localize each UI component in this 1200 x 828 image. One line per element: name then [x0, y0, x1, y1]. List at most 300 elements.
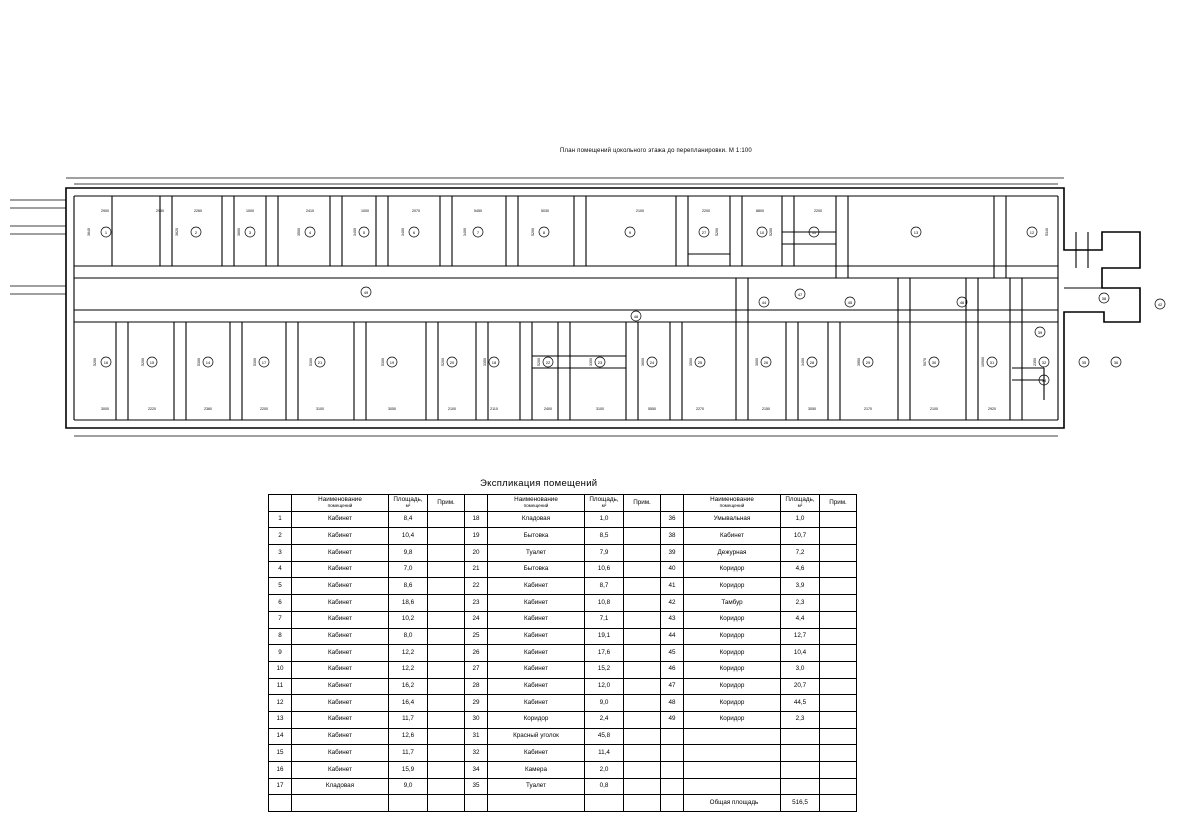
cell-area: 8,0 — [389, 628, 428, 645]
cell-name: Кабинет — [292, 611, 389, 628]
svg-text:5300: 5300 — [253, 358, 257, 366]
table-row — [269, 561, 857, 578]
cell-area: 11,7 — [389, 745, 428, 762]
svg-text:3400: 3400 — [353, 228, 357, 236]
svg-text:9: 9 — [628, 230, 632, 236]
svg-text:3600: 3600 — [237, 228, 241, 236]
cell-note — [820, 511, 857, 528]
svg-text:3500: 3500 — [689, 358, 693, 366]
cell-area: 12,7 — [781, 628, 820, 645]
svg-text:3000: 3000 — [101, 407, 109, 411]
svg-text:32: 32 — [1041, 360, 1047, 366]
svg-text:2100: 2100 — [448, 407, 456, 411]
cell-name: Коридор — [684, 695, 781, 712]
svg-text:22: 22 — [545, 360, 551, 366]
cell-area: 10,4 — [781, 645, 820, 662]
cell-name: Коридор — [684, 628, 781, 645]
cell-empty — [292, 795, 389, 812]
cell-num: 34 — [465, 762, 488, 779]
svg-text:26: 26 — [763, 360, 769, 366]
cell-name: Кабинет — [292, 745, 389, 762]
svg-text:8800: 8800 — [756, 209, 764, 213]
cell-note — [624, 545, 661, 562]
svg-text:2100: 2100 — [636, 209, 644, 213]
cell-name: Коридор — [488, 711, 585, 728]
svg-text:2: 2 — [194, 230, 198, 236]
svg-text:2900: 2900 — [101, 209, 109, 213]
cell-num: 29 — [465, 695, 488, 712]
svg-text:2220: 2220 — [148, 407, 156, 411]
cell-num: 2 — [269, 528, 292, 545]
cell-empty — [624, 795, 661, 812]
cell-name: Коридор — [684, 711, 781, 728]
cell-name: Кабинет — [292, 645, 389, 662]
table-total-row — [269, 795, 857, 812]
table-row — [269, 528, 857, 545]
cell-note — [820, 678, 857, 695]
svg-text:5200: 5200 — [715, 228, 719, 236]
table-row — [269, 762, 857, 779]
cell-note — [820, 778, 857, 795]
svg-text:34: 34 — [1041, 378, 1047, 384]
cell-num: 13 — [269, 711, 292, 728]
cell-num — [661, 795, 684, 812]
cell-num: 1 — [269, 511, 292, 528]
cell-name: Кабинет — [292, 728, 389, 745]
cell-note — [820, 762, 857, 779]
col-note-2: Прим. — [624, 495, 661, 512]
cell-area: 7,1 — [585, 611, 624, 628]
svg-text:2400: 2400 — [544, 407, 552, 411]
svg-text:15: 15 — [149, 360, 155, 366]
col-note-3: Прим. — [820, 495, 857, 512]
table-row — [269, 645, 857, 662]
cell-num: 6 — [269, 595, 292, 612]
cell-note — [624, 762, 661, 779]
cell-note — [624, 611, 661, 628]
col-name-2: Наименование помещений — [488, 495, 585, 512]
cell-note — [820, 745, 857, 762]
cell-name: Красный уголок — [488, 728, 585, 745]
cell-name — [684, 728, 781, 745]
col-num-2 — [465, 495, 488, 512]
cell-empty — [488, 795, 585, 812]
cell-num: 30 — [465, 711, 488, 728]
cell-note — [428, 595, 465, 612]
svg-text:3050: 3050 — [808, 407, 816, 411]
cell-area: 9,8 — [389, 545, 428, 562]
cell-empty — [269, 795, 292, 812]
cell-name: Кабинет — [292, 595, 389, 612]
svg-text:3400: 3400 — [801, 358, 805, 366]
cell-note — [428, 695, 465, 712]
cell-name: Тамбур — [684, 595, 781, 612]
col-num-3 — [661, 495, 684, 512]
cell-name: Коридор — [684, 678, 781, 695]
svg-text:2920: 2920 — [988, 407, 996, 411]
cell-note — [820, 645, 857, 662]
svg-text:11: 11 — [811, 230, 817, 236]
cell-area: 3,9 — [781, 578, 820, 595]
col-area-1: Площадь, м² — [389, 495, 428, 512]
cell-note — [428, 528, 465, 545]
svg-text:2350: 2350 — [1033, 358, 1037, 366]
cell-empty — [585, 795, 624, 812]
svg-text:25: 25 — [697, 360, 703, 366]
cell-num: 17 — [269, 778, 292, 795]
cell-num: 3 — [269, 545, 292, 562]
cell-area: 8,6 — [389, 578, 428, 595]
cell-note — [428, 711, 465, 728]
cell-area: 4,6 — [781, 561, 820, 578]
svg-text:19: 19 — [389, 360, 395, 366]
cell-note — [820, 728, 857, 745]
svg-text:3640: 3640 — [87, 228, 91, 236]
cell-note — [624, 711, 661, 728]
svg-text:2200: 2200 — [260, 407, 268, 411]
cell-name: Умывальная — [684, 511, 781, 528]
cell-note — [820, 595, 857, 612]
cell-name — [684, 778, 781, 795]
cell-num: 5 — [269, 578, 292, 595]
cell-name: Кабинет — [292, 661, 389, 678]
svg-text:1000: 1000 — [246, 209, 254, 213]
svg-text:3000: 3000 — [755, 358, 759, 366]
cell-num: 15 — [269, 745, 292, 762]
table-row — [269, 661, 857, 678]
svg-text:2950: 2950 — [156, 209, 164, 213]
svg-text:2360: 2360 — [204, 407, 212, 411]
svg-text:12: 12 — [1029, 230, 1035, 236]
svg-text:5340: 5340 — [1045, 228, 1049, 236]
cell-name — [684, 762, 781, 779]
cell-area: 16,2 — [389, 678, 428, 695]
cell-num: 12 — [269, 695, 292, 712]
cell-name: Кабинет — [488, 628, 585, 645]
cell-note — [624, 695, 661, 712]
cell-num: 14 — [269, 728, 292, 745]
svg-text:3950: 3950 — [857, 358, 861, 366]
cell-area: 10,6 — [585, 561, 624, 578]
cell-name: Бытовка — [488, 561, 585, 578]
svg-text:21: 21 — [317, 360, 323, 366]
svg-text:5200: 5200 — [93, 358, 97, 366]
cell-num: 47 — [661, 678, 684, 695]
col-area-3: Площадь, м² — [781, 495, 820, 512]
cell-area — [781, 745, 820, 762]
cell-note — [428, 545, 465, 562]
cell-area: 20,7 — [781, 678, 820, 695]
cell-area: 2,0 — [585, 762, 624, 779]
svg-text:3600: 3600 — [641, 358, 645, 366]
cell-area — [781, 728, 820, 745]
cell-num: 49 — [661, 711, 684, 728]
svg-text:44: 44 — [761, 300, 767, 306]
cell-note — [428, 645, 465, 662]
svg-text:47: 47 — [797, 292, 803, 298]
cell-note — [428, 661, 465, 678]
svg-text:49: 49 — [363, 290, 369, 296]
cell-note — [428, 728, 465, 745]
cell-area: 12,0 — [585, 678, 624, 695]
cell-num: 48 — [661, 695, 684, 712]
svg-text:6: 6 — [412, 230, 416, 236]
svg-text:2270: 2270 — [696, 407, 704, 411]
svg-text:31: 31 — [989, 360, 995, 366]
svg-text:39: 39 — [1037, 330, 1043, 336]
cell-area: 18,6 — [389, 595, 428, 612]
svg-text:29: 29 — [865, 360, 871, 366]
svg-text:3400: 3400 — [401, 228, 405, 236]
cell-empty — [389, 795, 428, 812]
cell-note — [820, 695, 857, 712]
cell-area: 10,2 — [389, 611, 428, 628]
table-row — [269, 628, 857, 645]
svg-text:3400: 3400 — [463, 228, 467, 236]
svg-text:17: 17 — [261, 360, 267, 366]
cell-note — [624, 678, 661, 695]
table-body — [269, 511, 857, 811]
table-row — [269, 728, 857, 745]
cell-num: 27 — [465, 661, 488, 678]
svg-text:30: 30 — [931, 360, 937, 366]
cell-note — [624, 778, 661, 795]
cell-num — [661, 778, 684, 795]
cell-note — [428, 778, 465, 795]
svg-text:18: 18 — [491, 360, 497, 366]
cell-num: 22 — [465, 578, 488, 595]
cell-num: 44 — [661, 628, 684, 645]
cell-note — [820, 661, 857, 678]
svg-text:5200: 5200 — [531, 228, 535, 236]
cell-note — [624, 528, 661, 545]
svg-text:5200: 5200 — [141, 358, 145, 366]
cell-num: 24 — [465, 611, 488, 628]
cell-note — [428, 561, 465, 578]
cell-area — [781, 762, 820, 779]
svg-text:2150: 2150 — [762, 407, 770, 411]
svg-text:5030: 5030 — [541, 209, 549, 213]
cell-area — [781, 778, 820, 795]
svg-text:2200: 2200 — [814, 209, 822, 213]
cell-area: 17,6 — [585, 645, 624, 662]
premises-explication-table — [268, 494, 857, 812]
svg-text:5300: 5300 — [197, 358, 201, 366]
cell-area: 4,4 — [781, 611, 820, 628]
svg-text:3100: 3100 — [596, 407, 604, 411]
cell-num: 8 — [269, 628, 292, 645]
svg-text:48: 48 — [633, 314, 639, 320]
svg-text:3100: 3100 — [316, 407, 324, 411]
cell-num: 46 — [661, 661, 684, 678]
cell-note — [820, 561, 857, 578]
cell-num: 39 — [661, 545, 684, 562]
svg-text:46: 46 — [959, 300, 965, 306]
cell-name: Дежурная — [684, 545, 781, 562]
svg-text:3350: 3350 — [483, 358, 487, 366]
table-row — [269, 778, 857, 795]
table-row — [269, 678, 857, 695]
col-num-1 — [269, 495, 292, 512]
svg-text:2410: 2410 — [306, 209, 314, 213]
cell-name: Кабинет — [488, 678, 585, 695]
cell-num: 28 — [465, 678, 488, 695]
cell-note — [820, 795, 857, 812]
svg-text:14: 14 — [205, 360, 211, 366]
table-row — [269, 711, 857, 728]
svg-text:8: 8 — [542, 230, 546, 236]
cell-area: 15,9 — [389, 762, 428, 779]
cell-area: 12,2 — [389, 661, 428, 678]
table-row — [269, 545, 857, 562]
cell-name: Кабинет — [292, 678, 389, 695]
svg-text:5550: 5550 — [648, 407, 656, 411]
svg-text:45: 45 — [847, 300, 853, 306]
cell-note — [624, 745, 661, 762]
cell-note — [820, 711, 857, 728]
total-value: 516,5 — [781, 795, 820, 812]
svg-text:5450: 5450 — [474, 209, 482, 213]
cell-num: 38 — [661, 528, 684, 545]
cell-num: 35 — [465, 778, 488, 795]
svg-text:35: 35 — [1081, 360, 1087, 366]
cell-area: 10,4 — [389, 528, 428, 545]
cell-name: Кабинет — [292, 695, 389, 712]
cell-area: 11,4 — [585, 745, 624, 762]
cell-name: Кабинет — [684, 528, 781, 545]
cell-name: Бытовка — [488, 528, 585, 545]
total-label: Общая площадь — [684, 795, 781, 812]
cell-area: 2,4 — [585, 711, 624, 728]
svg-text:2170: 2170 — [864, 407, 872, 411]
cell-num: 42 — [661, 595, 684, 612]
cell-name — [684, 745, 781, 762]
cell-area: 8,5 — [585, 528, 624, 545]
svg-text:24: 24 — [649, 360, 655, 366]
svg-text:2260: 2260 — [194, 209, 202, 213]
plan-title: План помещений цокольного этажа до перепланировки. М 1:100 — [560, 148, 752, 154]
table-row — [269, 695, 857, 712]
cell-name: Туалет — [488, 778, 585, 795]
cell-num: 43 — [661, 611, 684, 628]
cell-name: Кабинет — [488, 578, 585, 595]
svg-text:3620: 3620 — [175, 228, 179, 236]
cell-name: Коридор — [684, 661, 781, 678]
cell-num: 11 — [269, 678, 292, 695]
col-note-1: Прим. — [428, 495, 465, 512]
cell-num — [661, 762, 684, 779]
cell-area: 7,0 — [389, 561, 428, 578]
cell-num — [661, 728, 684, 745]
table-row — [269, 511, 857, 528]
cell-note — [428, 611, 465, 628]
cell-area: 10,8 — [585, 595, 624, 612]
cell-num: 4 — [269, 561, 292, 578]
cell-name: Кабинет — [488, 595, 585, 612]
cell-note — [624, 595, 661, 612]
cell-note — [820, 611, 857, 628]
cell-num: 26 — [465, 645, 488, 662]
cell-name: Коридор — [684, 578, 781, 595]
cell-name: Кабинет — [292, 511, 389, 528]
cell-name: Туалет — [488, 545, 585, 562]
cell-name: Кабинет — [488, 695, 585, 712]
cell-name: Кладовая — [488, 511, 585, 528]
cell-area: 7,2 — [781, 545, 820, 562]
svg-text:2100: 2100 — [930, 407, 938, 411]
cell-num: 16 — [269, 762, 292, 779]
cell-name: Кабинет — [292, 711, 389, 728]
svg-text:23: 23 — [597, 360, 603, 366]
cell-empty — [428, 795, 465, 812]
cell-area: 0,8 — [585, 778, 624, 795]
floor-plan-drawing — [0, 170, 1200, 450]
cell-num: 19 — [465, 528, 488, 545]
cell-num: 7 — [269, 611, 292, 628]
cell-name: Кабинет — [488, 745, 585, 762]
cell-name: Кабинет — [488, 645, 585, 662]
cell-num: 23 — [465, 595, 488, 612]
cell-name: Кабинет — [292, 762, 389, 779]
cell-area: 8,4 — [389, 511, 428, 528]
cell-num: 32 — [465, 745, 488, 762]
cell-area: 15,2 — [585, 661, 624, 678]
cell-area: 7,9 — [585, 545, 624, 562]
cell-note — [428, 745, 465, 762]
svg-text:20: 20 — [449, 360, 455, 366]
cell-name: Кабинет — [488, 611, 585, 628]
cell-num: 10 — [269, 661, 292, 678]
svg-text:5070: 5070 — [923, 358, 927, 366]
table-row — [269, 745, 857, 762]
svg-text:38: 38 — [1101, 296, 1107, 302]
table-row — [269, 578, 857, 595]
svg-text:3500: 3500 — [297, 228, 301, 236]
svg-text:27: 27 — [701, 230, 707, 236]
cell-area: 8,7 — [585, 578, 624, 595]
cell-num: 40 — [661, 561, 684, 578]
svg-text:10: 10 — [759, 230, 765, 236]
table-row — [269, 595, 857, 612]
cell-note — [428, 628, 465, 645]
svg-text:3: 3 — [248, 230, 252, 236]
cell-area: 10,7 — [781, 528, 820, 545]
cell-area: 9,0 — [389, 778, 428, 795]
cell-note — [624, 645, 661, 662]
cell-note — [428, 678, 465, 695]
cell-name: Кабинет — [292, 628, 389, 645]
svg-text:3050: 3050 — [388, 407, 396, 411]
cell-name: Коридор — [684, 645, 781, 662]
svg-text:5300: 5300 — [309, 358, 313, 366]
cell-note — [820, 545, 857, 562]
cell-name: Коридор — [684, 561, 781, 578]
svg-text:5200: 5200 — [537, 358, 541, 366]
cell-num: 9 — [269, 645, 292, 662]
svg-text:7: 7 — [476, 230, 480, 236]
cell-num: 31 — [465, 728, 488, 745]
cell-num: 45 — [661, 645, 684, 662]
col-name-3: Наименование помещений — [684, 495, 781, 512]
cell-num: 41 — [661, 578, 684, 595]
cell-note — [428, 511, 465, 528]
cell-name: Кладовая — [292, 778, 389, 795]
cell-name: Кабинет — [292, 578, 389, 595]
cell-num: 18 — [465, 511, 488, 528]
table-title: Экспликация помещений — [480, 478, 598, 489]
svg-text:16: 16 — [103, 360, 109, 366]
cell-area: 11,7 — [389, 711, 428, 728]
